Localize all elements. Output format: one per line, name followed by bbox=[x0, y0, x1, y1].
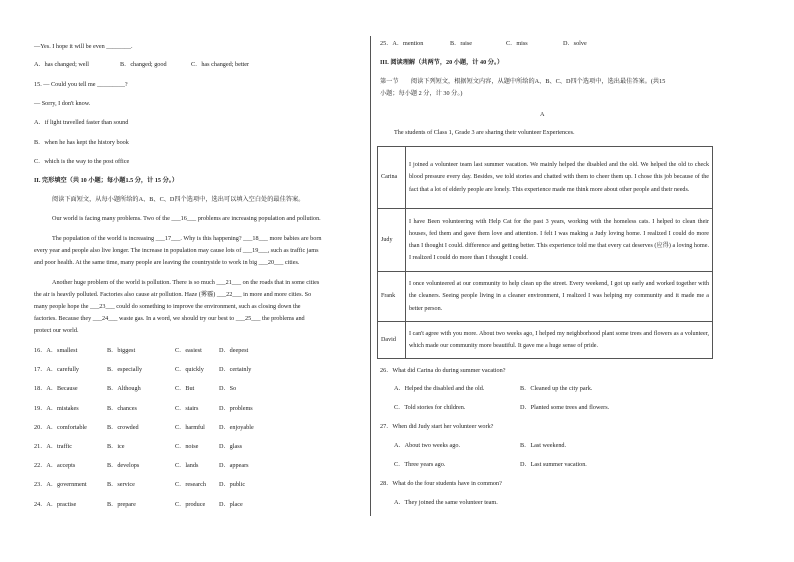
left-text-line: 15. — Could you tell me _________? bbox=[34, 81, 128, 88]
q27-option-a[interactable]: A．About two weeks ago. bbox=[394, 442, 460, 449]
answer-option[interactable]: B．ice bbox=[107, 443, 125, 450]
student-text: I joined a volunteer team last summer vacation. We mainly helped the disabled and the old. We helped the old to check blood pressure every day. Besides, we told stories and chatted with them to cheer them up. I chose this job because of the fact that a lot of elderly people are lonely. This experience made me think more about other people and their needs. bbox=[406, 147, 713, 209]
left-text-line: the air is heavily polluted. Factories also cause air pollution. Haze (雾霾) ___22___ in more and more cities. So bbox=[34, 291, 312, 298]
q27-option-b[interactable]: B．Last weekend. bbox=[520, 442, 567, 449]
student-name: Frank bbox=[378, 272, 406, 322]
answer-option[interactable]: D．appears bbox=[219, 462, 249, 469]
answer-option[interactable]: 23．A．government bbox=[34, 481, 87, 488]
left-text-line: factories. Because they ___24___ waste gas. In a word, we should try our best to ___25___ the problems and bbox=[34, 315, 305, 322]
q27-option-d[interactable]: D．Last summer vacation. bbox=[520, 461, 587, 468]
answer-option[interactable]: 22．A．accepts bbox=[34, 462, 76, 469]
answer-option[interactable]: B．biggest bbox=[107, 347, 136, 354]
answer-option[interactable]: B．Although bbox=[107, 385, 141, 392]
answer-option[interactable]: C．easiest bbox=[175, 347, 202, 354]
left-text-line: Our world is facing many problems. Two of the ___16___ problems are increasing population and pollution. bbox=[52, 215, 321, 222]
left-text-line: — Sorry, I don't know. bbox=[34, 100, 91, 107]
left-text-line: A．if light travelled faster than sound bbox=[34, 119, 129, 126]
q26-option-a[interactable]: A．Helped the disabled and the old. bbox=[394, 385, 485, 392]
student-name: Judy bbox=[378, 209, 406, 272]
answer-option[interactable]: D．deepest bbox=[219, 347, 249, 354]
left-text-line: every year and people also live longer. The increase in population may cause lots of ___19___, such as traffic jams bbox=[34, 247, 319, 254]
passage-letter: A bbox=[540, 111, 545, 118]
left-text-line: and poor health. At the same time, many people are leaving the countryside to work in big ___20___ cities. bbox=[34, 259, 300, 266]
table-row bbox=[378, 209, 713, 272]
table-row bbox=[378, 147, 713, 209]
answer-option[interactable]: B．crowded bbox=[107, 424, 139, 431]
answer-option[interactable]: D．enjoyable bbox=[219, 424, 254, 431]
left-text-line: protect our world. bbox=[34, 327, 79, 334]
passage-intro: The students of Class 1, Grade 3 are sharing their volunteer Experiences. bbox=[394, 129, 575, 136]
answer-option[interactable]: C．noise bbox=[175, 443, 199, 450]
answer-option[interactable]: C．harmful bbox=[175, 424, 205, 431]
answer-option[interactable]: C．produce bbox=[175, 501, 206, 508]
left-text-line: The population of the world is increasing ___17___. Why is this happening? ___18___ more babies are born bbox=[52, 235, 322, 242]
student-text: I have Been volunteering with Help Cat for the past 3 years, working with the homeless cats. I helped to clean their houses, fed them and gave them love and attention. I felt I was making a Judy loving home. I realized I could do more than I thought I could. difference and getting better. This experience told me that every cat deserves (应得) a loving home. I realized I could do more than I thought I could. bbox=[406, 209, 713, 272]
q25-option-c[interactable]: C．miss bbox=[506, 40, 528, 47]
answer-option[interactable]: D．So bbox=[219, 385, 237, 392]
left-text-line: —Yes. I hope it will be even ________. bbox=[34, 43, 133, 50]
section-3-heading: III. 阅读理解（共两节，20 小题，计 40 分。） bbox=[380, 59, 504, 66]
q28-stem: 28．What do the four students have in common? bbox=[380, 480, 502, 487]
answer-option[interactable]: B．chances bbox=[107, 405, 137, 412]
answer-option[interactable]: 18．A．Because bbox=[34, 385, 78, 392]
answer-option[interactable]: D．place bbox=[219, 501, 243, 508]
q25-option-b[interactable]: B．raise bbox=[450, 40, 472, 47]
answer-option[interactable]: B．especially bbox=[107, 366, 143, 373]
answer-option[interactable]: B．service bbox=[107, 481, 135, 488]
answer-option[interactable]: 16．A．smallest bbox=[34, 347, 78, 354]
answer-option[interactable]: C．quickly bbox=[175, 366, 204, 373]
answer-option[interactable]: D．glass bbox=[219, 443, 243, 450]
answer-option[interactable]: 20．A．comfortable bbox=[34, 424, 87, 431]
left-text-line: 阅读下面短文，从每小题所给的A、B、C、D四个选项中，选出可以填入空白处的最佳答案。 bbox=[52, 196, 305, 203]
answer-option[interactable]: D．problems bbox=[219, 405, 253, 412]
left-text-line: C．has changed; better bbox=[191, 61, 250, 68]
q26-stem: 26．What did Carina do during summer vacation? bbox=[380, 367, 506, 374]
q27-option-c[interactable]: C．Three years ago. bbox=[394, 461, 446, 468]
q28-option-a[interactable]: A．They joined the same volunteer team. bbox=[394, 499, 498, 506]
answer-option[interactable]: C．lands bbox=[175, 462, 199, 469]
part1-instructions-line1: 第一节 阅读下列短文，根据短文内容，从题中所给的A、B、C、D四个选项中，选出最佳答案。(共15 bbox=[380, 78, 666, 85]
volunteer-table bbox=[377, 146, 713, 359]
student-name: Carina bbox=[378, 147, 406, 209]
left-text-line: many people hope the ___23___ could do something to improve the environment, such as closing down the bbox=[34, 303, 301, 310]
q25-option-a[interactable]: 25．A．mention bbox=[380, 40, 424, 47]
answer-option[interactable]: C．stairs bbox=[175, 405, 199, 412]
q26-option-b[interactable]: B．Cleaned up the city park. bbox=[520, 385, 593, 392]
left-text-line: A．has changed; well bbox=[34, 61, 89, 68]
part1-instructions-line2: 小题；每小题 2 分，计 30 分。) bbox=[380, 90, 463, 97]
student-name: David bbox=[378, 322, 406, 359]
column-divider bbox=[370, 36, 371, 516]
left-text-line: Another huge problem of the world is pollution. There is so much ___21___ on the roads that in some cities bbox=[52, 279, 320, 286]
q27-stem: 27．When did Judy start her volunteer work? bbox=[380, 423, 494, 430]
q26-option-d[interactable]: D．Planted some trees and flowers. bbox=[520, 404, 610, 411]
answer-option[interactable]: B．prepare bbox=[107, 501, 136, 508]
left-text-line: II. 完形填空（共 10 小题；每小题1.5 分，计 15 分。） bbox=[34, 177, 179, 184]
student-text: I once volunteered at our community to help clean up the street. Every weekend, I got up early and worked together with the cleaners. Seeing people living in a cleaner environment, I realized I was helping my community and it made me a better person. bbox=[406, 272, 713, 322]
table-row bbox=[378, 272, 713, 322]
answer-option[interactable]: 24．A．practise bbox=[34, 501, 77, 508]
q25-option-d[interactable]: D．solve bbox=[563, 40, 587, 47]
answer-option[interactable]: 19．A．mistakes bbox=[34, 405, 79, 412]
answer-option[interactable]: B．develops bbox=[107, 462, 140, 469]
answer-option[interactable]: 17．A．carefully bbox=[34, 366, 80, 373]
answer-option[interactable]: D．public bbox=[219, 481, 246, 488]
q26-option-c[interactable]: C．Told stories for children. bbox=[394, 404, 466, 411]
answer-option[interactable]: C．research bbox=[175, 481, 206, 488]
left-text-line: B．when he has kept the history book bbox=[34, 139, 129, 146]
answer-option[interactable]: 21．A．traffic bbox=[34, 443, 73, 450]
table-row bbox=[378, 322, 713, 359]
left-text-line: B．changed; good bbox=[120, 61, 167, 68]
answer-option[interactable]: C．But bbox=[175, 385, 195, 392]
student-text: I can't agree with you more. About two weeks ago, I helped my neighborhood plant some trees and flowers as a volunteer, which made our community more beautiful. It gave me a huge sense of pride. bbox=[406, 322, 713, 359]
left-text-line: C．which is the way to the post office bbox=[34, 158, 130, 165]
answer-option[interactable]: D．certainly bbox=[219, 366, 252, 373]
